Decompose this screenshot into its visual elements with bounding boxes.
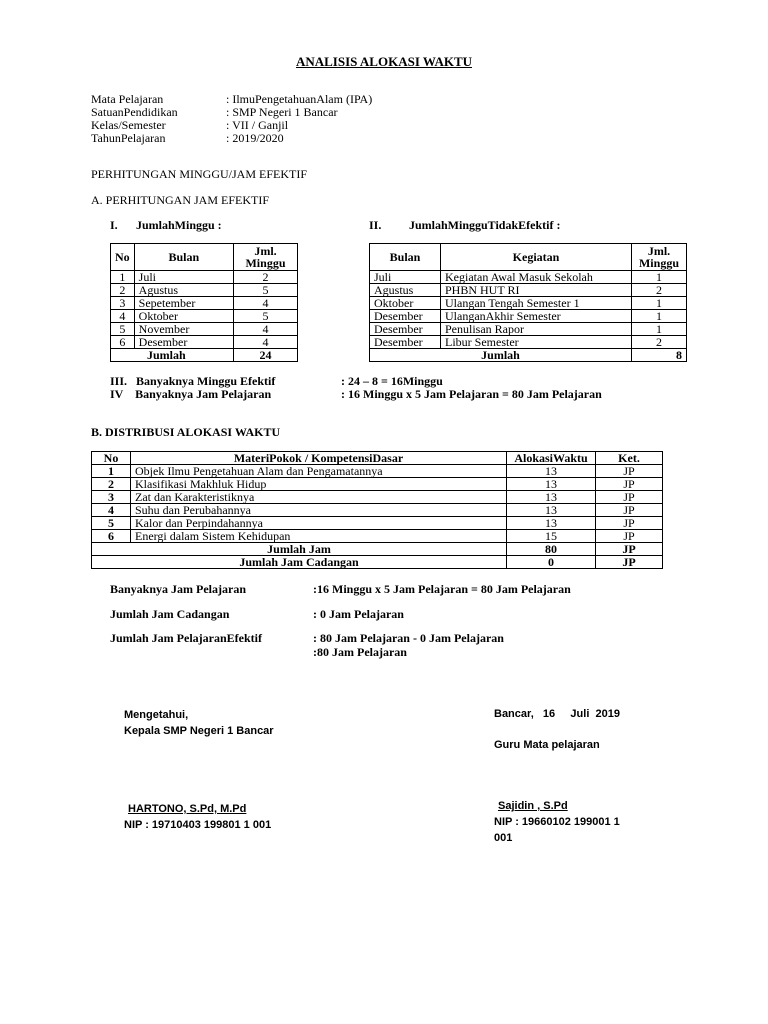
row-material: Objek Ilmu Pengetahuan Alam dan Pengamatannya	[131, 465, 507, 478]
row-note: JP	[596, 530, 663, 543]
part2-label: JumlahMingguTidakEfektif :	[409, 218, 561, 232]
row-month: Agustus	[134, 284, 233, 297]
row-weeks: 1	[632, 310, 687, 323]
table-row	[111, 297, 298, 310]
row-activity: Penulisan Rapor	[441, 323, 632, 336]
total-hours-value: 80	[507, 543, 596, 556]
row-allocation: 13	[507, 478, 596, 491]
part1-number: I.	[110, 218, 118, 232]
table-row	[111, 284, 298, 297]
table-row	[370, 323, 687, 336]
signature-left-position: Kepala SMP Negeri 1 Bancar	[124, 725, 274, 737]
lesson-hours-value: : 16 Minggu x 5 Jam Pelajaran = 80 Jam Pelajaran	[341, 387, 602, 401]
row-month: Oktober	[370, 297, 441, 310]
summary-effective-value: : 80 Jam Pelajaran - 0 Jam Pelajaran	[313, 631, 504, 645]
row-note: JP	[596, 491, 663, 504]
row-material: Zat dan Karakteristiknya	[131, 491, 507, 504]
summary-lesson-hours-label: Banyaknya Jam Pelajaran	[110, 582, 247, 596]
summary-reserve-value: : 0 Jam Pelajaran	[313, 607, 404, 621]
total-label: Jumlah	[111, 349, 234, 362]
row-weeks: 5	[234, 310, 298, 323]
row-allocation: 15	[507, 530, 596, 543]
signature-right-name: Sajidin , S.Pd	[498, 800, 568, 812]
header-allocation: AlokasiWaktu	[507, 452, 596, 465]
row-weeks: 4	[234, 297, 298, 310]
row-month: Juli	[134, 271, 233, 284]
row-month: November	[134, 323, 233, 336]
total-value: 8	[632, 349, 687, 362]
signature-left-nip: NIP : 19710403 199801 1 001	[124, 819, 272, 831]
row-weeks: 2	[234, 271, 298, 284]
reserve-hours-note: JP	[596, 556, 663, 569]
info-value-year: : 2019/2020	[226, 131, 284, 145]
row-no: 1	[111, 271, 135, 284]
effective-weeks-value: : 24 – 8 = 16Minggu	[341, 374, 443, 388]
row-no: 2	[92, 478, 131, 491]
header-month: Bulan	[134, 244, 233, 271]
total-label: Jumlah	[370, 349, 632, 362]
row-month: Desember	[370, 310, 441, 323]
table-row	[370, 297, 687, 310]
row-material: Kalor dan Perpindahannya	[131, 517, 507, 530]
signature-right-nip: NIP : 19660102 199001 1	[494, 816, 620, 828]
row-note: JP	[596, 465, 663, 478]
summary-lesson-hours-value: :16 Minggu x 5 Jam Pelajaran = 80 Jam Pelajaran	[313, 582, 571, 596]
allocation-total-row	[92, 543, 663, 556]
table-row	[370, 284, 687, 297]
lesson-hours-label: IV Banyaknya Jam Pelajaran	[110, 387, 272, 401]
table-row	[111, 323, 298, 336]
table-row	[92, 530, 663, 543]
row-allocation: 13	[507, 517, 596, 530]
table-row	[111, 336, 298, 349]
reserve-hours-label: Jumlah Jam Cadangan	[92, 556, 507, 569]
row-month: Desember	[370, 323, 441, 336]
row-no: 4	[92, 504, 131, 517]
row-month: Sepetember	[134, 297, 233, 310]
section-heading-a: A. PERHITUNGAN JAM EFEKTIF	[91, 193, 270, 207]
noneffective-table-total	[370, 349, 687, 362]
part1-label: JumlahMinggu :	[136, 218, 222, 232]
row-no: 4	[111, 310, 135, 323]
table-row	[92, 478, 663, 491]
row-weeks: 1	[632, 297, 687, 310]
row-month: Oktober	[134, 310, 233, 323]
signature-left-name: HARTONO, S.Pd, M.Pd	[128, 803, 247, 815]
weeks-table	[110, 243, 298, 362]
total-hours-label: Jumlah Jam	[92, 543, 507, 556]
row-allocation: 13	[507, 504, 596, 517]
row-activity: Kegiatan Awal Masuk Sekolah	[441, 271, 632, 284]
part2-number: II.	[369, 218, 382, 232]
row-no: 3	[92, 491, 131, 504]
table-row	[111, 310, 298, 323]
row-month: Agustus	[370, 284, 441, 297]
signature-right-position: Guru Mata pelajaran	[494, 739, 600, 751]
row-month: Juli	[370, 271, 441, 284]
row-weeks: 2	[632, 284, 687, 297]
allocation-table	[91, 451, 663, 569]
info-label-class: Kelas/Semester	[91, 118, 166, 132]
summary-effective-label: Jumlah Jam PelajaranEfektif	[110, 631, 262, 645]
row-no: 5	[92, 517, 131, 530]
signature-right-nip-continued: 001	[494, 832, 513, 844]
row-month: Desember	[370, 336, 441, 349]
signature-right-date: Bancar, 16 Juli 2019	[494, 708, 620, 720]
row-no: 5	[111, 323, 135, 336]
row-weeks: 1	[632, 323, 687, 336]
row-material: Klasifikasi Makhluk Hidup	[131, 478, 507, 491]
section-heading-b: B. DISTRIBUSI ALOKASI WAKTU	[91, 425, 281, 439]
header-note: Ket.	[596, 452, 663, 465]
summary-reserve-label: Jumlah Jam Cadangan	[110, 607, 230, 621]
noneffective-table-header	[370, 244, 687, 271]
row-material: Suhu dan Perubahannya	[131, 504, 507, 517]
table-row	[92, 504, 663, 517]
row-activity: Libur Semester	[441, 336, 632, 349]
info-value-school: : SMP Negeri 1 Bancar	[226, 105, 338, 119]
summary-effective-result: :80 Jam Pelajaran	[313, 645, 407, 659]
total-value: 24	[234, 349, 298, 362]
table-row	[370, 310, 687, 323]
weeks-table-header	[111, 244, 298, 271]
row-no: 2	[111, 284, 135, 297]
header-no: No	[92, 452, 131, 465]
row-weeks: 1	[632, 271, 687, 284]
header-material: MateriPokok / KompetensiDasar	[131, 452, 507, 465]
row-no: 1	[92, 465, 131, 478]
row-no: 3	[111, 297, 135, 310]
table-row	[370, 271, 687, 284]
row-activity: UlanganAkhir Semester	[441, 310, 632, 323]
header-no: No	[111, 244, 135, 271]
table-row	[92, 465, 663, 478]
table-row	[92, 517, 663, 530]
row-weeks: 2	[632, 336, 687, 349]
allocation-table-header	[92, 452, 663, 465]
weeks-table-total	[111, 349, 298, 362]
row-allocation: 13	[507, 465, 596, 478]
row-activity: Ulangan Tengah Semester 1	[441, 297, 632, 310]
info-label-subject: Mata Pelajaran	[91, 92, 164, 106]
row-weeks: 4	[234, 323, 298, 336]
table-row	[92, 491, 663, 504]
info-value-subject: : IlmuPengetahuanAlam (IPA)	[226, 92, 373, 106]
table-row	[370, 336, 687, 349]
row-note: JP	[596, 504, 663, 517]
row-allocation: 13	[507, 491, 596, 504]
effective-weeks-label: III. Banyaknya Minggu Efektif	[110, 374, 276, 388]
allocation-reserve-row	[92, 556, 663, 569]
table-row	[111, 271, 298, 284]
row-material: Energi dalam Sistem Kehidupan	[131, 530, 507, 543]
row-no: 6	[92, 530, 131, 543]
row-no: 6	[111, 336, 135, 349]
page-title: ANALISIS ALOKASI WAKTU	[295, 54, 473, 69]
reserve-hours-value: 0	[507, 556, 596, 569]
row-weeks: 4	[234, 336, 298, 349]
header-activity: Kegiatan	[441, 244, 632, 271]
info-label-year: TahunPelajaran	[91, 131, 166, 145]
total-hours-note: JP	[596, 543, 663, 556]
signature-left-acknowledged: Mengetahui,	[124, 709, 189, 721]
info-label-school: SatuanPendidikan	[91, 105, 178, 119]
noneffective-weeks-table	[369, 243, 687, 362]
row-month: Desember	[134, 336, 233, 349]
header-weeks: Jml. Minggu	[632, 244, 687, 271]
header-weeks: Jml. Minggu	[234, 244, 298, 271]
row-note: JP	[596, 478, 663, 491]
section-heading-main: PERHITUNGAN MINGGU/JAM EFEKTIF	[91, 167, 307, 181]
row-note: JP	[596, 517, 663, 530]
info-value-class: : VII / Ganjil	[226, 118, 289, 132]
header-month: Bulan	[370, 244, 441, 271]
row-activity: PHBN HUT RI	[441, 284, 632, 297]
row-weeks: 5	[234, 284, 298, 297]
